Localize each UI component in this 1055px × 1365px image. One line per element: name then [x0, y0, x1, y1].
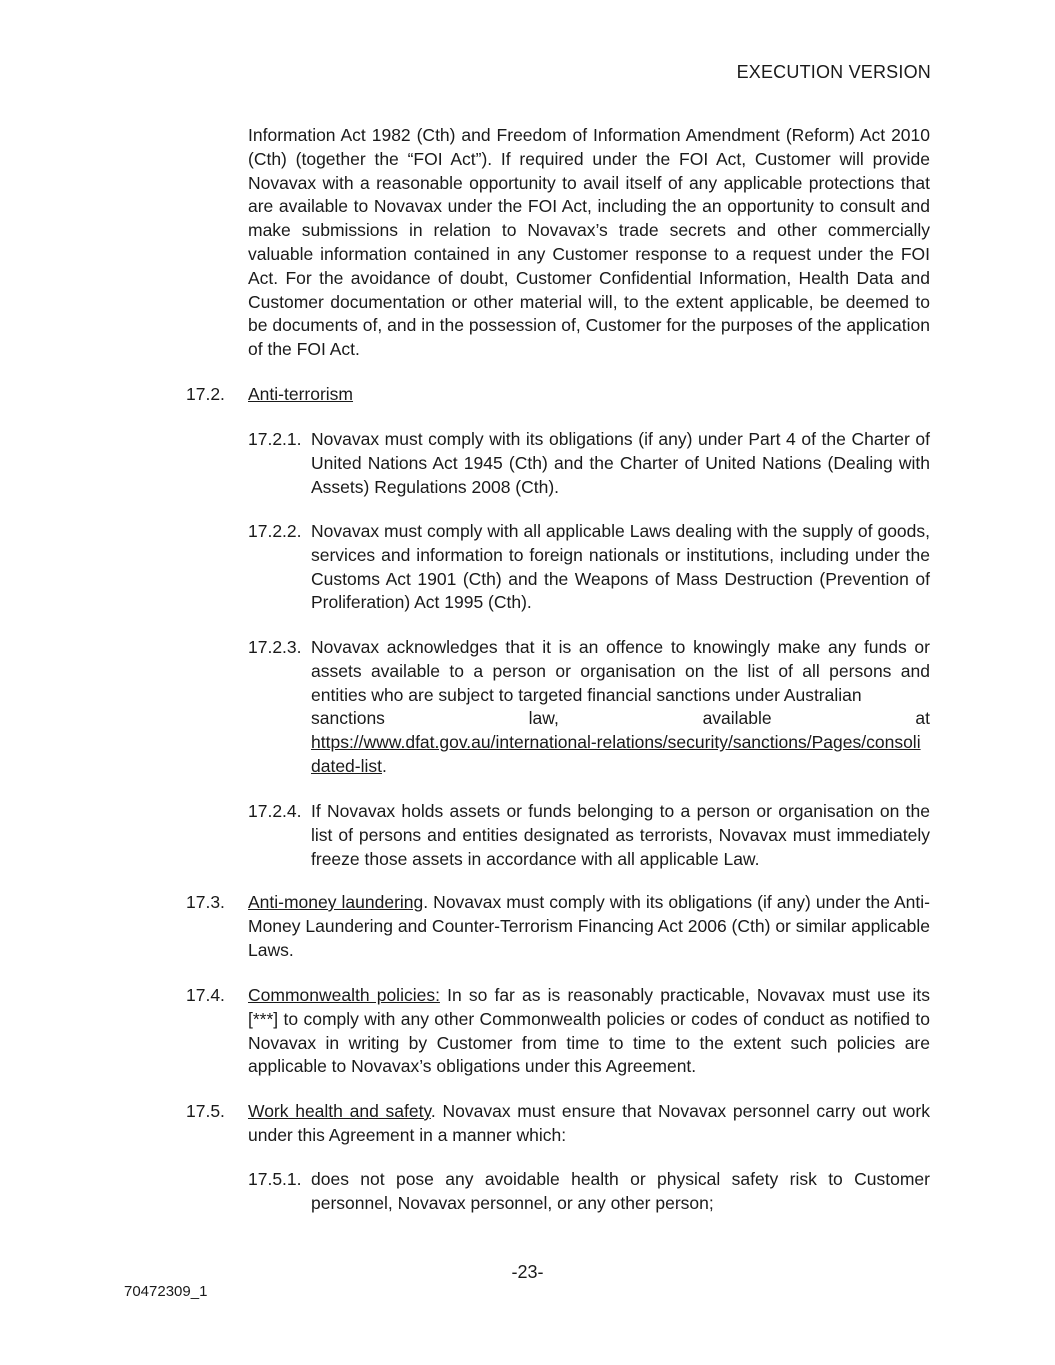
section-text: . Novavax must comply with its obligations (if any) under the Anti-Money Laundering and Counter-Terrorism Financing Act 2006 (Cth) or similar applicable Laws. — [248, 892, 930, 960]
clause-word: available — [702, 708, 772, 729]
section-text: In so far as is reasonably practicable, Novavax must use its [***] to comply with any other Commonwealth policies or codes of conduct as notified to Novavax in writing by Customer from time to time to the extent such policies are applicable to Novavax’s obligations under this Agreement. — [248, 985, 930, 1077]
section-heading: Anti-terrorism — [248, 384, 354, 404]
section-17-5 — [186, 1100, 930, 1148]
clause-17-5-1 — [248, 1168, 930, 1216]
clause-number: 17.5.1. — [248, 1169, 302, 1189]
clause-number: 17.2.1. — [248, 429, 302, 449]
clause-word: at — [915, 708, 930, 729]
clause-text: Novavax must comply with all applicable Laws dealing with the supply of goods, services and information to foreign nationals or institutions, including under the Customs Act 1901 (Cth) and the Weapons of Mass Destruction (Prevention of Proliferation) Act 1995 (Cth). — [311, 521, 930, 613]
clause-17-2-1 — [248, 428, 930, 499]
section-number: 17.2. — [186, 384, 225, 404]
clause-text: Novavax acknowledges that it is an offence to knowingly make any funds or assets available to a person or organisation on the list of all persons and entities who are subject to targeted financial sanctions under Australian — [311, 637, 930, 705]
clause-text: Novavax must comply with its obligations (if any) under Part 4 of the Charter of United Nations Act 1945 (Cth) and the Charter of United Nations (Dealing with Assets) Regulations 2008 (Cth). — [311, 429, 930, 497]
clause-17-2-2 — [248, 520, 930, 615]
clause-word: sanctions — [311, 708, 385, 729]
clause-end: . — [382, 755, 387, 776]
dfat-sanctions-link[interactable]: https://www.dfat.gov.au/international-relations/security/sanctions/Pages/consolidated-list — [311, 732, 921, 776]
clause-text: does not pose any avoidable health or physical safety risk to Customer personnel, Novavax personnel, or any other person; — [311, 1169, 930, 1213]
section-heading: Commonwealth policies: — [248, 985, 440, 1005]
section-text: . Novavax must ensure that Novavax personnel carry out work under this Agreement in a manner which: — [248, 1101, 930, 1145]
clause-number: 17.2.4. — [248, 801, 302, 821]
section-heading: Anti-money laundering — [248, 892, 424, 912]
page-number: -23- — [511, 1262, 544, 1282]
section-17-2 — [186, 383, 930, 407]
section-number: 17.3. — [186, 892, 225, 912]
clause-17-2-4 — [248, 800, 930, 871]
intro-paragraph: Information Act 1982 (Cth) and Freedom of Information Amendment (Reform) Act 2010 (Cth) (together the “FOI Act”). If required under the FOI Act, Customer will provide Novavax with a reasonable opportunity to avail itself of any applicable protections that are available to Novavax under the FOI Act, including the an opportunity to consult and make submissions in relation to Novavax’s trade secrets and other commercially valuable information contained in any Customer response to a request under the FOI Act. For the avoidance of doubt, Customer Confidential Information, Health Data and Customer documentation or other material will, to the extent applicable, be deemed to be documents of, and in the possession of, Customer for the purposes of the application of the FOI Act. — [248, 125, 930, 360]
clause-17-2-3 — [248, 636, 930, 779]
clause-number: 17.2.2. — [248, 521, 302, 541]
section-heading: Work health and safety — [248, 1101, 431, 1121]
clause-text: If Novavax holds assets or funds belonging to a person or organisation on the list of persons and entities designated as terrorists, Novavax must immediately freeze those assets in accordance with all applicable Law. — [311, 801, 930, 869]
section-17-3 — [186, 891, 930, 962]
clause-word: law, — [528, 708, 559, 729]
document-id: 70472309_1 — [124, 1283, 208, 1300]
document-version-header: EXECUTION VERSION — [736, 62, 931, 82]
section-17-4 — [186, 984, 930, 1079]
section-number: 17.4. — [186, 985, 225, 1005]
clause-number: 17.2.3. — [248, 637, 302, 657]
section-number: 17.5. — [186, 1101, 225, 1121]
